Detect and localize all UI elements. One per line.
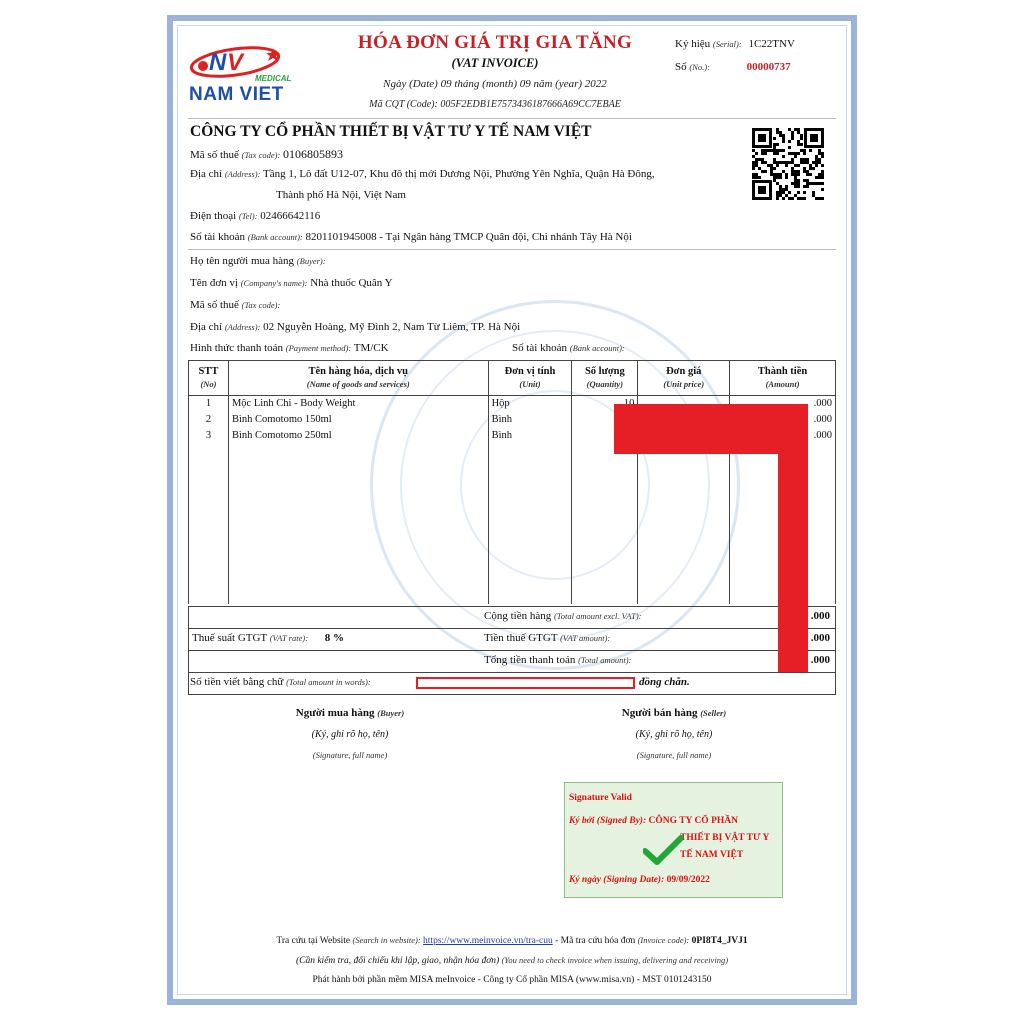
seller-addr-line <box>190 168 655 180</box>
serial-line <box>675 38 795 50</box>
svg-text:N: N <box>209 49 227 76</box>
seller-tax-line <box>190 147 343 162</box>
serial-en: (Serial): <box>712 39 742 49</box>
buyer-company-line <box>190 277 393 289</box>
buyer-sign-note-en: (Signature, full name) <box>312 750 388 760</box>
seller-tax-label: Mã số thuế <box>190 149 239 161</box>
cell-unit: Bình <box>488 412 572 428</box>
words-line <box>190 676 371 688</box>
divider <box>188 118 836 119</box>
words-tail: đồng chẵn. <box>639 676 690 688</box>
footer-lookup: Tra cứu tại Website (Search in website): https://www.meinvoice.vn/tra-cuu - Mã tra cứu hóa đơn (Invoice code): 0PI8T4_JVJ1 <box>276 935 748 946</box>
buyer-company-en: (Company's name): <box>240 278 308 288</box>
table-row-empty <box>189 508 836 524</box>
buyer-pay-en: (Payment method): <box>285 343 352 353</box>
no-value: 00000737 <box>746 61 791 73</box>
seller-name: CÔNG TY CỔ PHẦN THIẾT BỊ VẬT TƯ Y TẾ NAM VIỆT <box>190 123 592 140</box>
table-row-empty <box>189 540 836 556</box>
cell-no: 3 <box>189 428 229 444</box>
table-header-row <box>189 361 836 396</box>
footer-issuer: Phát hành bởi phần mềm MISA meInvoice - Công ty Cổ phần MISA (www.misa.vn) - MST 0101243150 <box>312 975 712 985</box>
total-line <box>484 654 631 666</box>
footer-check-note: (Cần kiểm tra, đối chiếu khi lập, giao, nhận hóa đơn) (You need to check invoice when issuing, delivering and receiving) <box>295 955 729 966</box>
invoice-no-line <box>675 61 791 73</box>
header-price: Đơn giá (Unit price) <box>638 361 730 396</box>
seller-tel-label: Điện thoại <box>190 210 237 222</box>
total-label: Tổng tiền thanh toán <box>484 654 576 666</box>
buyer-tax-en: (Tax code): <box>241 300 281 310</box>
subtotal-label: Cộng tiền hàng <box>484 610 552 622</box>
buyer-bank-line <box>512 342 625 354</box>
seller-tax-value: 0106805893 <box>283 147 344 161</box>
cell-amount: .000 <box>730 412 836 428</box>
buyer-bank-label: Số tài khoản <box>512 342 567 354</box>
subtotal-value: .000 <box>810 610 830 622</box>
subtotal-line <box>484 610 641 622</box>
svg-text:V: V <box>227 49 244 76</box>
total-value: .000 <box>810 654 830 666</box>
buyer-name-label: Họ tên người mua hàng <box>190 255 295 267</box>
buyer-addr-en: (Address): <box>224 322 261 332</box>
no-en: (No.): <box>689 62 710 72</box>
cell-unit: Bình <box>488 428 572 444</box>
redaction-block <box>778 404 808 672</box>
buyer-addr-label: Địa chỉ <box>190 321 223 333</box>
redaction-box <box>416 677 635 689</box>
seller-bank-en: (Bank account): <box>247 232 303 242</box>
seller-bank-label: Số tài khoản <box>190 231 245 243</box>
table-row-empty <box>189 476 836 492</box>
header-name: Tên hàng hóa, dịch vụ (Name of goods and services) <box>228 361 488 396</box>
checkmark-icon <box>643 835 683 865</box>
seller-tel-value: 02466642116 <box>260 210 321 222</box>
table-row-empty <box>189 588 836 604</box>
cell-name: Bình Comotomo 250ml <box>228 428 488 444</box>
seller-tel-en: (Tel): <box>238 211 258 221</box>
vat-rate-value: 8 % <box>324 632 345 644</box>
lookup-link[interactable]: https://www.meinvoice.vn/tra-cuu <box>423 936 553 946</box>
table-row-empty <box>189 556 836 572</box>
cqt-code: Mã CQT (Code): 005F2EDB1E7573436187666A69CC7EBAE <box>369 99 621 110</box>
buyer-bank-en: (Bank account): <box>569 343 625 353</box>
seller-addr-1: Tầng 1, Lô đất U12-07, Khu đô thị mới Dương Nội, Phường Yên Nghĩa, Quận Hà Đông, <box>262 168 655 180</box>
table-row-empty <box>189 460 836 476</box>
seller-sign-note-en: (Signature, full name) <box>636 750 712 760</box>
table-row-empty <box>189 492 836 508</box>
serial-value: 1C22TNV <box>748 38 795 50</box>
no-label: Số <box>675 61 687 73</box>
seller-bank-value: 8201101945008 - Tại Ngân hàng TMCP Quân đội, Chi nhánh Tây Hà Nội <box>305 231 632 243</box>
buyer-name-en: (Buyer): <box>296 256 326 266</box>
cell-amount: .000 <box>730 428 836 444</box>
buyer-name-line <box>190 255 326 267</box>
seller-addr-2: Thành phố Hà Nội, Việt Nam <box>276 189 406 201</box>
buyer-tax-line <box>190 299 280 311</box>
digital-signature-box[interactable] <box>564 782 783 898</box>
divider <box>188 249 836 250</box>
buyer-tax-label: Mã số thuế <box>190 299 239 311</box>
vat-amount-label: Tiền thuế GTGT <box>484 632 558 644</box>
words-label: Số tiền viết bằng chữ <box>190 676 284 688</box>
cell-amount: .000 <box>730 396 836 413</box>
seller-sign-note: (Ký, ghi rõ họ, tên) <box>635 729 713 740</box>
header-unit: Đơn vị tính (Unit) <box>488 361 572 396</box>
cell-unit: Hộp <box>488 396 572 413</box>
vat-rate-line <box>192 632 344 644</box>
header-no: STT (No) <box>189 361 229 396</box>
words-en: (Total amount in words): <box>286 677 371 687</box>
buyer-addr-line <box>190 321 520 333</box>
buyer-sign-title: Người mua hàng (Buyer) <box>295 707 405 719</box>
seller-tel-line <box>190 210 320 222</box>
cell-no: 1 <box>189 396 229 413</box>
seller-bank-line <box>190 231 632 243</box>
qr-code <box>752 128 824 200</box>
cell-no: 2 <box>189 412 229 428</box>
logo-brand: NAM VIET <box>189 84 284 105</box>
lookup-code: 0PI8T4_JVJ1 <box>691 936 748 946</box>
table-row-empty <box>189 524 836 540</box>
company-logo <box>187 40 302 108</box>
buyer-company-label: Tên đơn vị <box>190 277 238 289</box>
buyer-pay-value: TM/CK <box>353 342 389 354</box>
header-amount: Thành tiền (Amount) <box>730 361 836 396</box>
vat-amount-en: (VAT amount): <box>560 633 611 643</box>
serial-label: Ký hiệu <box>675 38 711 50</box>
buyer-addr-value: 02 Nguyễn Hoàng, Mỹ Đình 2, Nam Từ Liêm, TP. Hà Nội <box>263 321 521 333</box>
seller-addr-en: (Address): <box>224 169 261 179</box>
cell-name: Mộc Linh Chi - Body Weight <box>228 396 488 413</box>
buyer-pay-line <box>190 342 389 354</box>
subtotal-en: (Total amount excl. VAT): <box>553 611 642 621</box>
vat-rate-en: (VAT rate): <box>269 633 309 643</box>
cell-name: Bình Comotomo 150ml <box>228 412 488 428</box>
buyer-sign-note: (Ký, ghi rõ họ, tên) <box>311 729 389 740</box>
signed-by: Ký bởi (Signed By): CÔNG TY CỔ PHẦN THIẾT BỊ VẬT TƯ Y TẾ NAM VIỆT <box>569 816 770 860</box>
table-row-empty <box>189 572 836 588</box>
buyer-pay-label: Hình thức thanh toán <box>190 342 284 354</box>
logo-sub: MEDICAL <box>255 74 292 83</box>
header-qty: Số lượng (Quantity) <box>572 361 638 396</box>
vat-amount-value: .000 <box>810 632 830 644</box>
vat-amount-line <box>484 632 610 644</box>
seller-sign-title: Người bán hàng (Seller) <box>621 707 727 719</box>
vat-rate-label: Thuế suất GTGT <box>192 632 267 644</box>
total-en: (Total amount): <box>578 655 632 665</box>
signature-valid-title: Signature Valid <box>569 793 632 803</box>
invoice-title: HÓA ĐƠN GIÁ TRỊ GIA TĂNG <box>357 32 633 53</box>
buyer-company-value: Nhà thuốc Quân Y <box>310 277 393 289</box>
seller-tax-en: (Tax code): <box>241 150 281 160</box>
invoice-subtitle: (VAT INVOICE) <box>451 56 539 70</box>
invoice-date: Ngày (Date) 09 tháng (month) 09 năm (year) 2022 <box>383 78 607 90</box>
signing-date: Ký ngày (Signing Date): 09/09/2022 <box>569 875 710 885</box>
seller-addr-label: Địa chỉ <box>190 168 223 180</box>
items-table <box>188 360 836 604</box>
